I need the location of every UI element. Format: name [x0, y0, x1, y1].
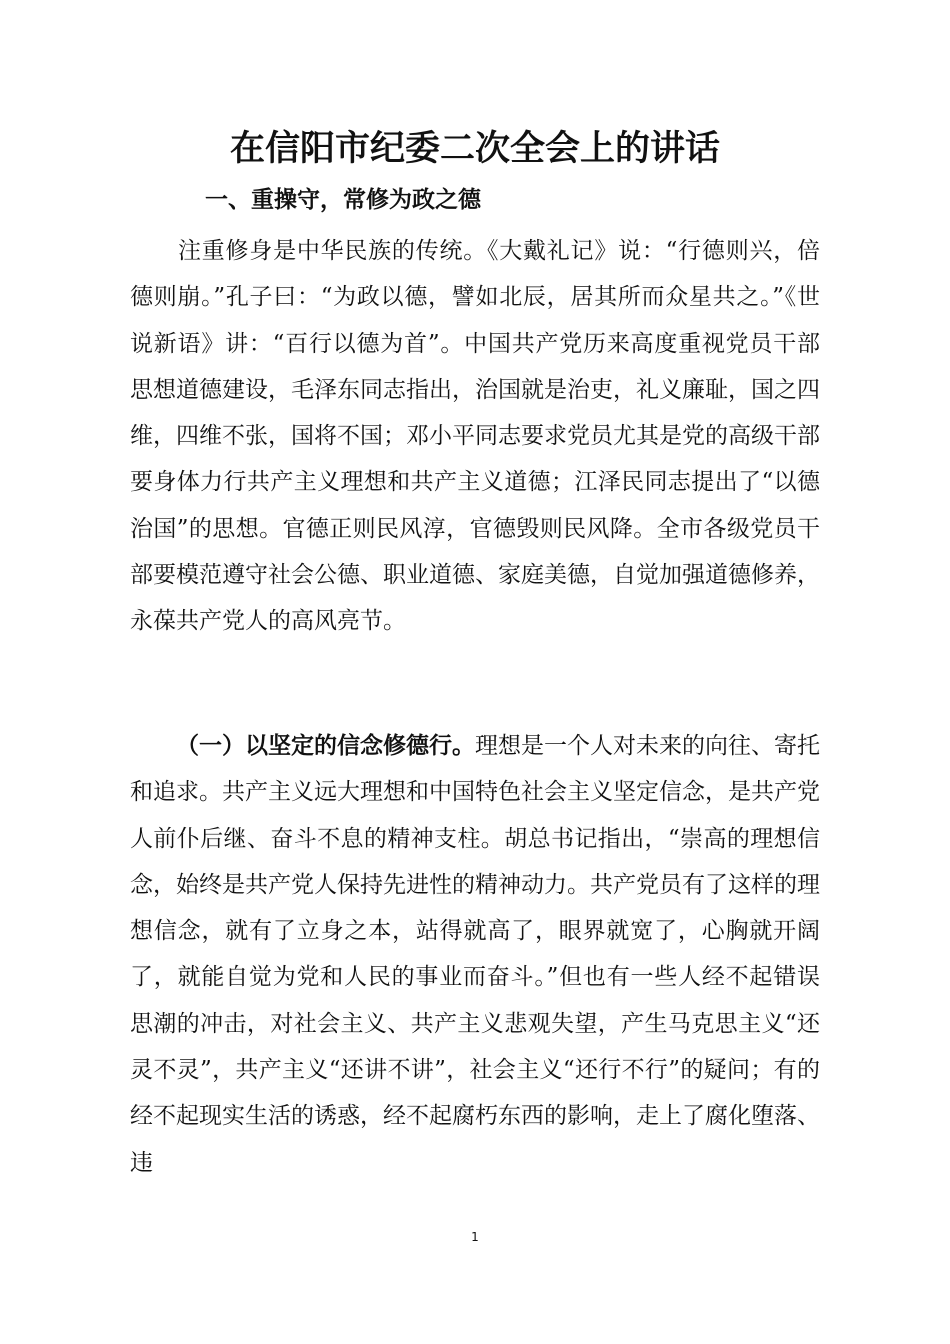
- paragraph-text: 注重修身是中华民族的传统。《大戴礼记》说：“行德则兴，倍德则崩。”孔子曰：“为政以德，譬如北辰，居其所而众星共之。”《世说新语》讲：“百行以德为首”。中国共产党历来高度重视党员干部思想道德建设，毛泽东同志指出，治国就是治吏，礼义廉耻，国之四维，四维不张，国将不国；邓小平同志要求党员尤其是党的高级干部要身体力行共产主义理想和共产主义道德；江泽民同志提出了“以德治国”的思想。官德正则民风淳，官德毁则民风降。全市各级党员干部要模范遵守社会公德、职业道德、家庭美德，自觉加强道德修养，永葆共产党人的高风亮节。: [130, 238, 820, 635]
- paragraph-text: 理想是一个人对未来的向往、寄托和追求。共产主义远大理想和中国特色社会主义坚定信念，是共产党人前仆后继、奋斗不息的精神支柱。胡总书记指出，“崇高的理想信念，始终是共产党人保持先进性的精神动力。共产党员有了这样的理想信念，就有了立身之本，站得就高了，眼界就宽了，心胸就开阔了，就能自觉为党和人民的事业而奋斗。”但也有一些人经不起错误思潮的冲击，对社会主义、共产主义悲观失望，产生马克思主义“还灵不灵”，共产主义“还讲不讲”，社会主义“还行不行”的疑问；有的经不起现实生活的诱惑，经不起腐朽东西的影响，走上了腐化堕落、违: [130, 733, 820, 1176]
- subsection-heading: （一）以坚定的信念修德行。: [176, 733, 475, 759]
- paragraph-subsection-1: [130, 723, 820, 1186]
- section-heading: 一、重操守，常修为政之德: [205, 187, 481, 213]
- document-title: 在信阳市纪委二次全会上的讲话: [229, 128, 720, 169]
- page-number: 1: [471, 1230, 479, 1244]
- paragraph-intro: [130, 228, 820, 645]
